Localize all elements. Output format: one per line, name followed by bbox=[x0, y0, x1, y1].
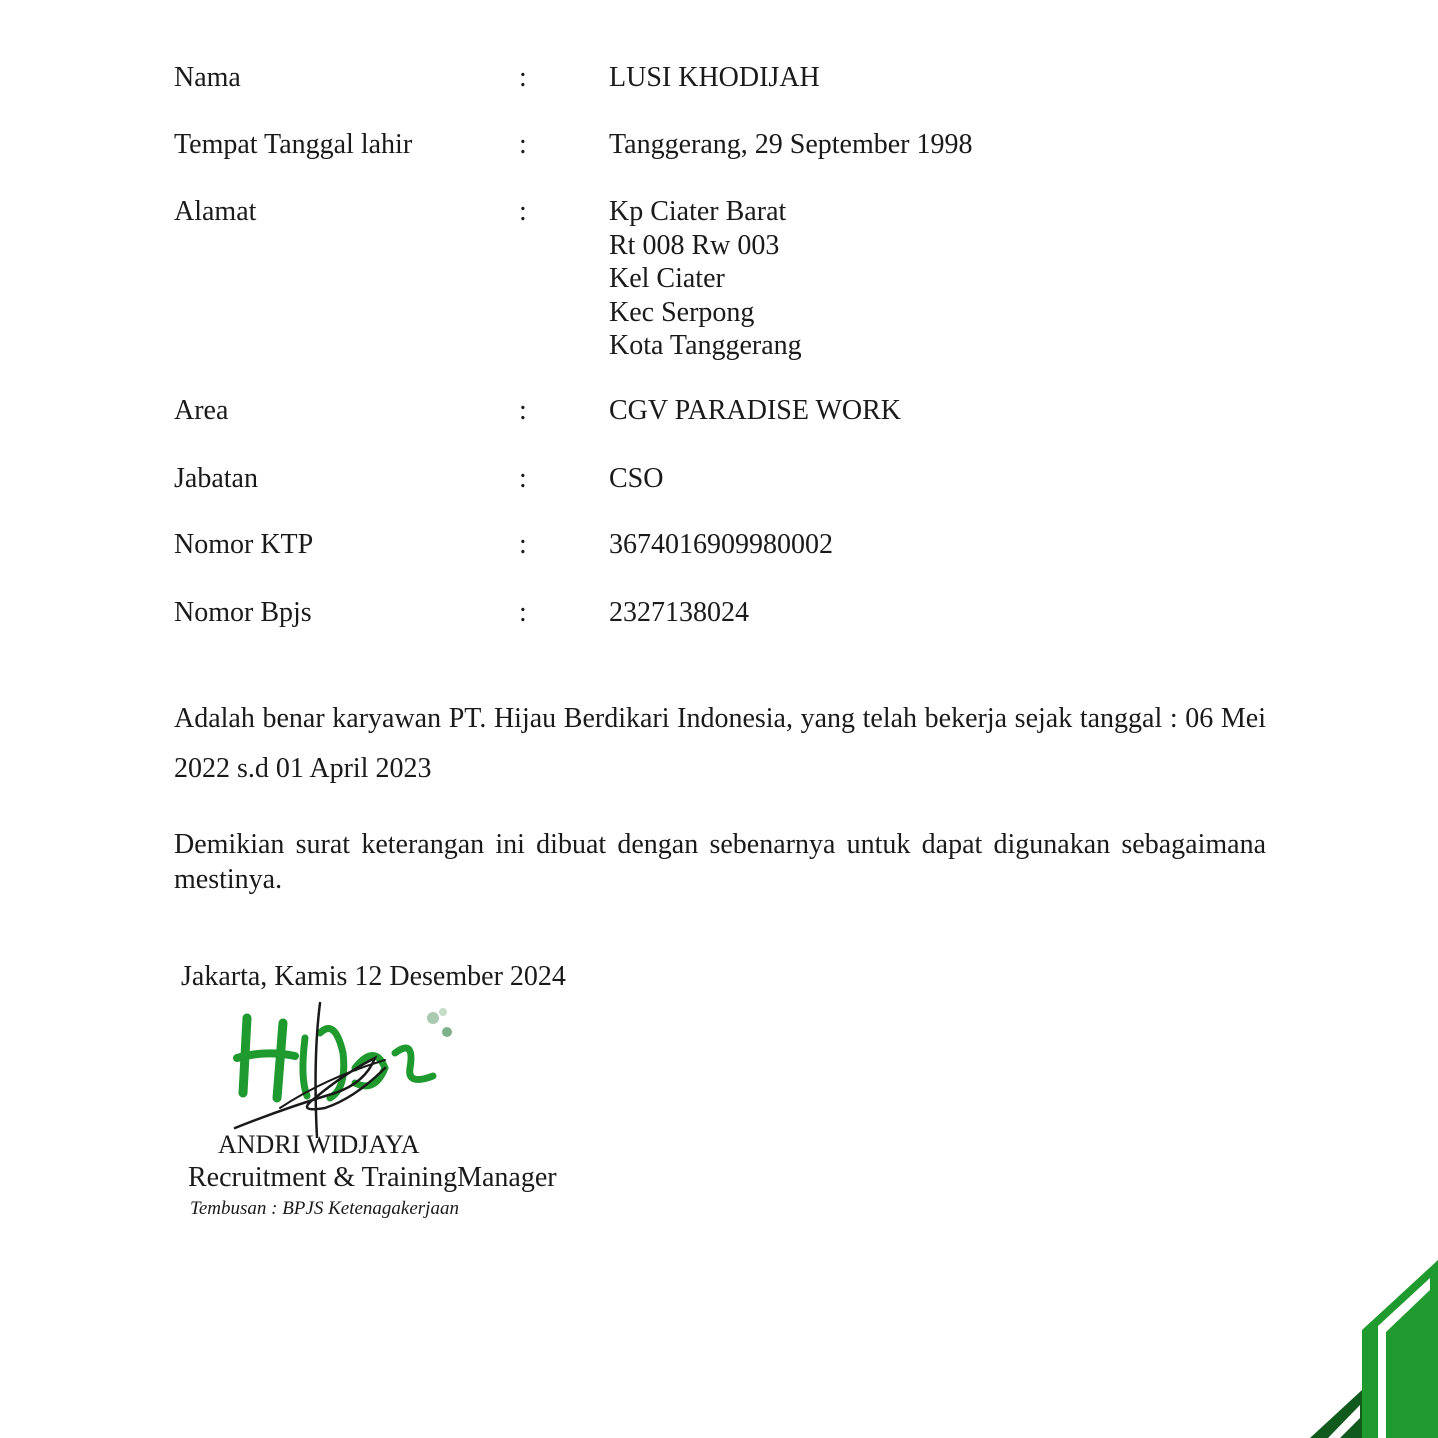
statement-paragraph: Adalah benar karyawan PT. Hijau Berdikari Indonesia, yang telah bekerja sejak tanggal : 06 Mei 2022 s.d 01 April 2023 bbox=[174, 703, 1266, 784]
field-colon: : bbox=[519, 463, 527, 494]
field-colon: : bbox=[519, 62, 527, 93]
field-label: Area bbox=[174, 395, 229, 426]
field-label: Nomor KTP bbox=[174, 529, 314, 560]
address-line: Rt 008 Rw 003 bbox=[609, 229, 780, 261]
field-value: CGV PARADISE WORK bbox=[609, 395, 901, 426]
field-value: CSO bbox=[609, 463, 664, 494]
field-value: 2327138024 bbox=[609, 597, 749, 628]
field-value: 3674016909980002 bbox=[609, 529, 833, 560]
field-label: Nama bbox=[174, 62, 241, 93]
field-colon: : bbox=[519, 129, 527, 160]
field-colon: : bbox=[519, 529, 527, 560]
address-line: Kec Serpong bbox=[609, 296, 755, 328]
signer-name: ANDRI WIDJAYA bbox=[218, 1130, 420, 1159]
signature-icon bbox=[225, 998, 475, 1138]
address-line: Kota Tanggerang bbox=[609, 330, 802, 361]
field-value: Tanggerang, 29 September 1998 bbox=[609, 129, 973, 160]
field-label: Jabatan bbox=[174, 463, 258, 494]
address-line: Kp Ciater Barat bbox=[609, 196, 787, 227]
field-colon: : bbox=[519, 597, 527, 628]
place-date: Jakarta, Kamis 12 Desember 2024 bbox=[181, 961, 566, 992]
corner-stripe-icon bbox=[1300, 1250, 1438, 1438]
field-label: Alamat bbox=[174, 196, 257, 227]
address-lines bbox=[609, 195, 802, 363]
signer-title: Recruitment & TrainingManager bbox=[188, 1162, 557, 1193]
closing-paragraph: Demikian surat keterangan ini dibuat dengan sebenarnya untuk dapat digunakan sebagaimana mestinya. bbox=[174, 829, 1266, 895]
field-colon: : bbox=[519, 395, 527, 426]
field-value: LUSI KHODIJAH bbox=[609, 62, 820, 93]
field-colon: : bbox=[519, 196, 527, 227]
field-label: Nomor Bpjs bbox=[174, 597, 312, 628]
cc-note: Tembusan : BPJS Ketenagakerjaan bbox=[190, 1198, 459, 1219]
address-line: Kel Ciater bbox=[609, 263, 725, 294]
field-label: Tempat Tanggal lahir bbox=[174, 129, 413, 160]
